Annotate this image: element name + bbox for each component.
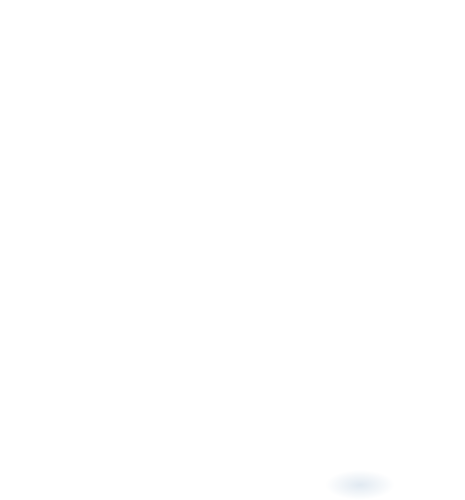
watermark-logo [325,470,395,500]
